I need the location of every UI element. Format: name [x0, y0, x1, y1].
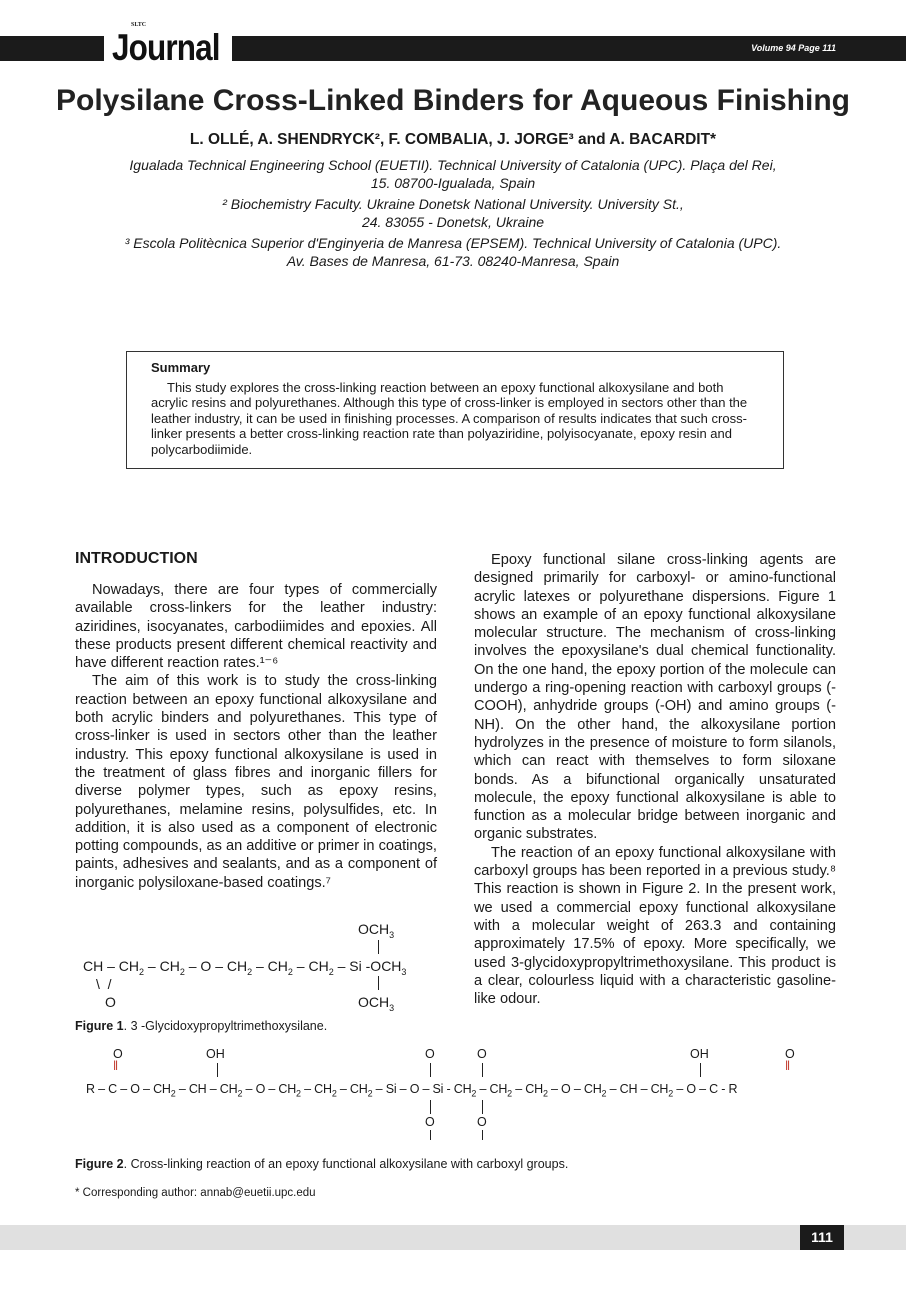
double-bond: ‖: [113, 1059, 119, 1073]
figure1-caption: [75, 1019, 327, 1033]
footer-bar: [0, 1225, 906, 1250]
header-bar-left: [0, 36, 104, 61]
affiliation: ² Biochemistry Faculty. Ukraine Donetsk National University. University St.,: [222, 196, 684, 212]
hydroxyl: OH: [206, 1047, 225, 1061]
double-bond: ‖: [785, 1059, 791, 1073]
carbonyl-oxygen: O: [113, 1047, 123, 1061]
footnote: * Corresponding author: annab@euetii.upc.edu: [75, 1187, 316, 1199]
affiliation: ³ Escola Politècnica Superior d'Enginyeria de Manresa (EPSEM). Technical University of Catalonia (UPC).: [124, 235, 782, 251]
paragraph: Nowadays, there are four types of commercially available cross-linkers for the leather industry: aziridines, isocyanates, carbodiimides and epoxies. All these products present different chemical reactivity and have different reaction rates.¹⁻⁶: [75, 582, 437, 672]
main-chain: CH – $CH_2 - CH_2$ – O – $CH_2 - CH_2 - CH_2$ – Si $-OCH_3$: [83, 958, 407, 977]
figure1-label: Figure 1: [75, 1019, 124, 1033]
authors: L. OLLÉ, A. SHENDRYCK², F. COMBALIA, J. JORGE³ and A. BACARDIT*: [189, 131, 717, 148]
carbonyl-oxygen: O: [785, 1047, 795, 1061]
hydroxyl: OH: [690, 1047, 709, 1061]
figure1-caption-text: . 3 -Glycidoxypropyltrimethoxysilane.: [123, 1019, 328, 1033]
figure2-structure: [86, 1048, 826, 1132]
si-oxygen: O: [477, 1047, 487, 1061]
si-oxygen: O: [425, 1115, 435, 1129]
figure1-structure: [80, 918, 440, 1018]
affiliation: 15. 08700-Igualada, Spain: [370, 175, 536, 191]
figure2-caption-text: . Cross-linking reaction of an epoxy functional alkoxysilane with carboxyl groups.: [123, 1157, 569, 1171]
section-heading: INTRODUCTION: [75, 550, 198, 567]
paper-title: Polysilane Cross-Linked Binders for Aqueous Finishing: [55, 84, 850, 117]
right-column: [474, 551, 836, 1008]
main-chain: R – C – O – $CH_2$ – CH – $CH_2$ – O – $CH_2 - CH_2 - CH_2$ – Si – O – Si - $CH_2 - CH_2 - CH_2$ – O – $CH_2$ – CH – $CH_2$ – O – C - R: [86, 1082, 738, 1099]
paragraph: Epoxy functional silane cross-linking agents are designed primarily for carboxyl- or amino-functional acrylic latexes or polyurethane dispersions. Figure 1 shows an example of an epoxy functional alkoxysilane molecular structure. The mechanism of cross-linking involves the epoxysilane's dual chemical functionality. On the one hand, the epoxy portion of the molecule can undergo a ring-opening reaction with carboxyl groups (-COOH), anhydride groups (-OH) and amino groups (-NH). On the other hand, the alkoxysilane portion hydrolyzes in the presence of moisture to form silanols, which can react with themselves to form siloxane bonds. As a bifunctional organically unsaturated molecule, the epoxy functional alkoxysilane is able to function as a molecular bridge between inorganic and organic substrates.: [474, 552, 836, 843]
summary-text: This study explores the cross-linking reaction between an epoxy functional alkoxysilane and both acrylic resins and polyurethanes. Although this type of cross-linker is employed in sectors other than the leather industry, it can be used in finishing processes. A comparison of results indicates that such cross-linker presents a better cross-linking reaction rate than polyaziridine, polyisocyanate, epoxy resin and polycarbodiimide.: [151, 379, 748, 457]
page-number: 111: [800, 1225, 844, 1250]
figure2-label: Figure 2: [75, 1157, 124, 1171]
methoxy-group-top: $OCH_3$: [358, 921, 395, 940]
si-oxygen: O: [477, 1115, 487, 1129]
journal-logo: Journal: [112, 27, 220, 68]
paragraph: The aim of this work is to study the cross-linking reaction between an epoxy functional alkoxysilane and both acrylic binders and polyurethanes. This type of cross-linker is used in sectors other than the leather industry. This epoxy functional alkoxysilane is used in the treatment of glass fibres and inorganic fillers for diverse polymer types, such as epoxy resins, polyurethanes, melamine resins, polysulfides, etc. In addition, it is also used as a component of electronic potting compounds, as an additive or primer in coatings, paints, adhesives and sealants, and as a component of inorganic polysiloxane-based coatings.⁷: [75, 673, 437, 891]
summary-heading: Summary: [151, 360, 211, 375]
epoxy-oxygen: O: [105, 994, 116, 1010]
journal-logo-small: SLTC: [131, 22, 147, 28]
affiliation: Av. Bases de Manresa, 61-73. 08240-Manresa, Spain: [286, 253, 620, 269]
figure2-caption: [75, 1157, 568, 1171]
affiliation: 24. 83055 - Donetsk, Ukraine: [361, 214, 545, 230]
paragraph: The reaction of an epoxy functional alkoxysilane with carboxyl groups has been reported in a previous study.⁸ This reaction is shown in Figure 2. In the present work, we used a commercial epoxy functional alkoxysilane with a molecular weight of 263.3 and containing approximately 17.5% of epoxy. More specifically, we used 3-glycidoxypropyltrimethoxysilane. This product is a clear, colourless liquid with a characteristic gasoline-like odour.: [474, 844, 836, 1008]
bond-line: [378, 976, 379, 990]
summary-box: [126, 351, 784, 469]
methoxy-group-bottom: $OCH_3$: [358, 994, 395, 1013]
volume-page: Volume 94 Page 111: [751, 43, 836, 53]
affiliation: Igualada Technical Engineering School (EUETII). Technical University of Catalonia (UPC). Plaça del Rei,: [129, 157, 777, 173]
bond-line: [378, 940, 379, 954]
left-column: [75, 581, 437, 892]
epoxy-bonds: \ /: [96, 976, 112, 992]
si-oxygen: O: [425, 1047, 435, 1061]
